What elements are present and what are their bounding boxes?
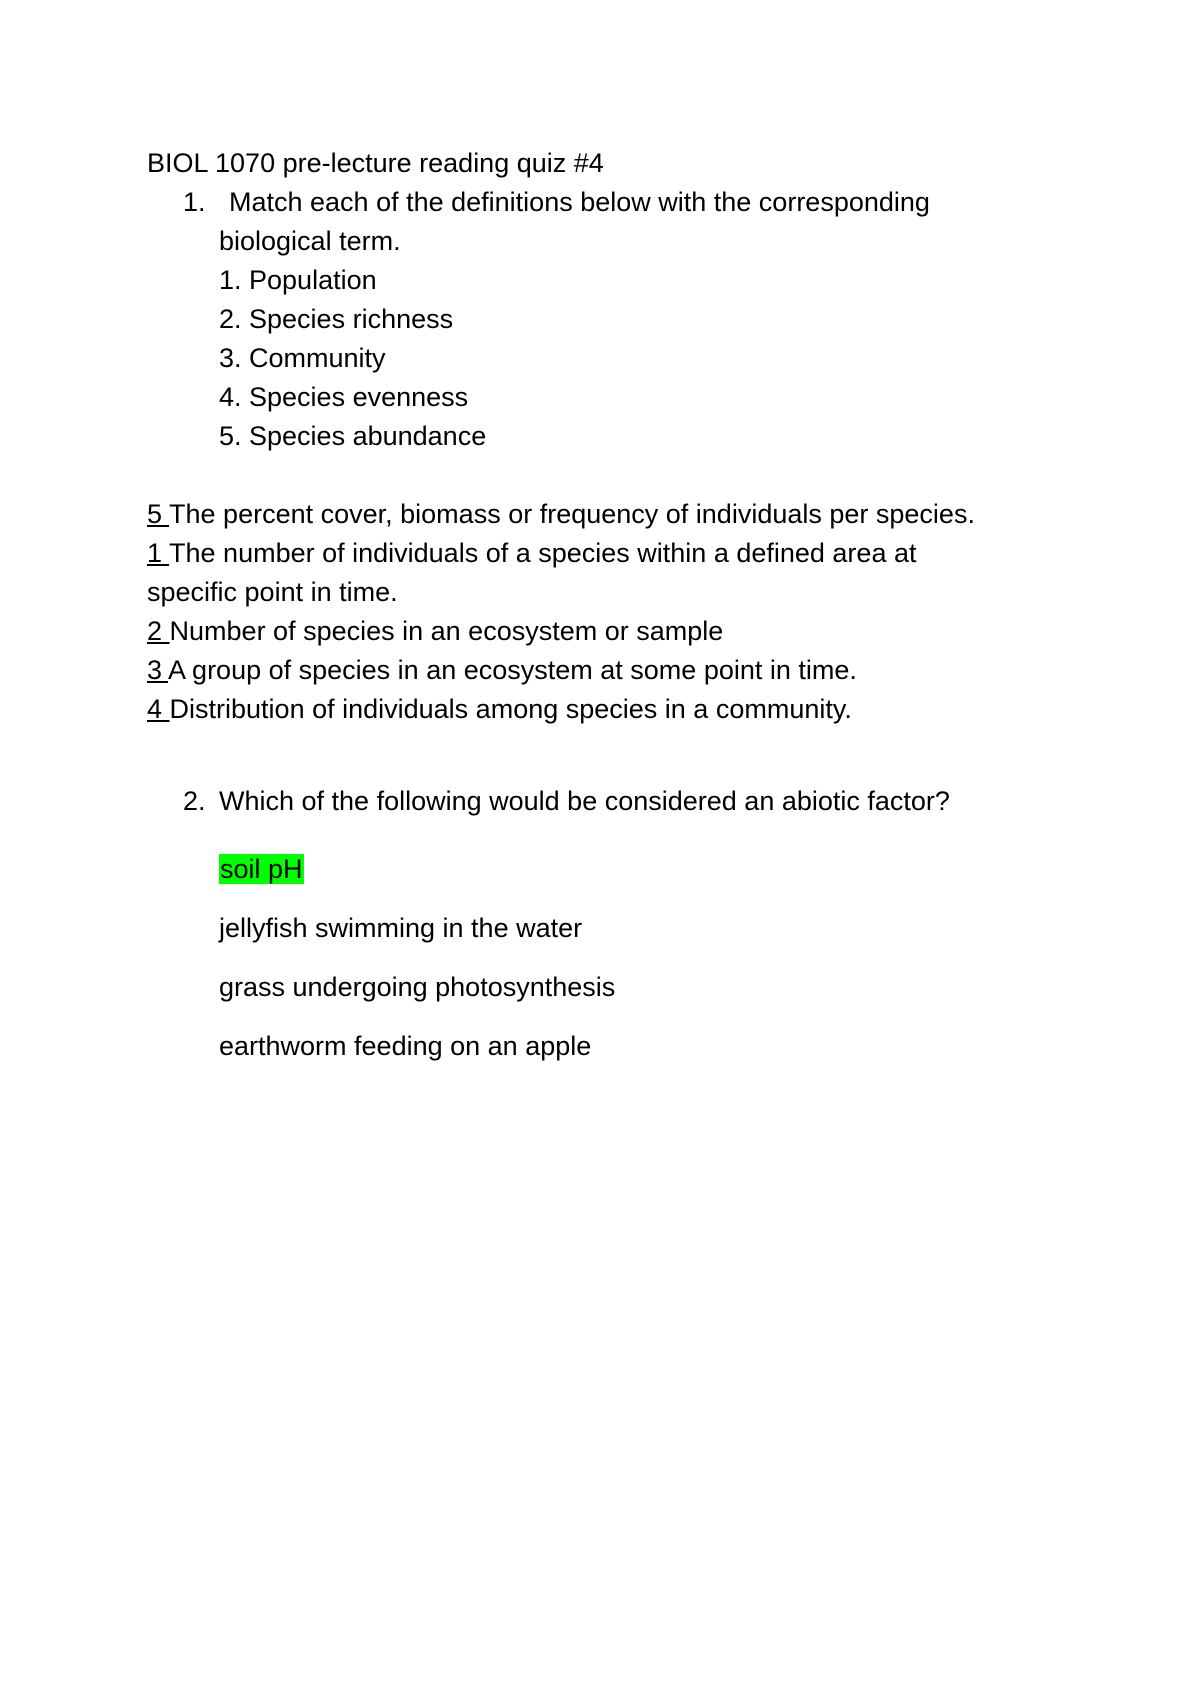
option-text-highlighted: soil pH [220,854,303,884]
answer-number: 1 [147,538,170,568]
option-item [219,1030,591,1062]
document-title: BIOL 1070 pre-lecture reading quiz #4 [147,148,604,178]
answer-line [147,654,857,686]
answer-definition: The percent cover, biomass or frequency of individuals per species. [169,499,975,529]
term-item: 4. Species evenness [219,382,469,412]
answer-definition: Distribution of individuals among species in a community. [169,694,852,724]
answer-definition: A group of species in an ecosystem at some point in time. [168,655,857,685]
term-item: 2. Species richness [219,304,454,334]
option-item [219,853,304,885]
answer-number: 5 [147,499,170,529]
option-item [219,912,582,944]
question-1-number: 1. [183,187,206,217]
option-item [219,971,615,1003]
answer-line [147,693,852,725]
answer-line-continued [147,576,398,608]
answer-definition: Number of species in an ecosystem or sample [169,616,724,646]
answer-number: 4 [147,694,170,724]
answer-line [147,537,916,569]
question-1-prompt-line-1: Match each of the definitions below with the corresponding [229,187,930,217]
term-item: 5. Species abundance [219,421,487,451]
answer-definition: The number of individuals of a species within a defined area at [169,538,917,568]
question-2-number: 2. [183,786,206,816]
question-2-prompt: Which of the following would be considered an abiotic factor? [219,786,950,816]
answer-line [147,498,975,530]
term-item: 3. Community [219,343,386,373]
option-text: jellyfish swimming in the water [219,913,583,943]
term-item: 1. Population [219,265,377,295]
answer-line [147,615,723,647]
option-text: grass undergoing photosynthesis [219,972,616,1002]
question-1-prompt-line-2: biological term. [219,226,401,256]
answer-definition: specific point in time. [147,577,398,607]
answer-number: 2 [147,616,170,646]
answer-number: 3 [147,655,169,685]
option-text: earthworm feeding on an apple [219,1031,592,1061]
